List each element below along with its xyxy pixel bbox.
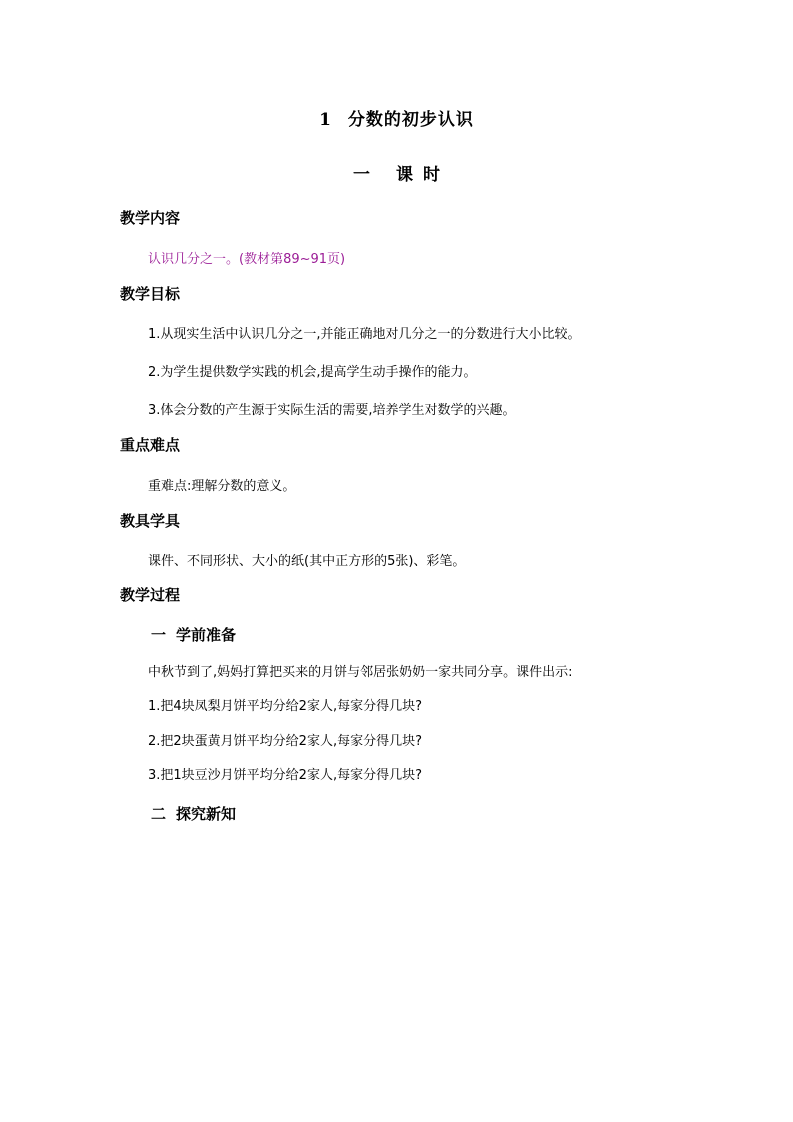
subtitle-part-3: 时 [423,165,440,185]
subtitle-part-2: 课 [396,165,413,185]
step2-mark: 二 [151,805,167,823]
step1-item: 1.把4块凤梨月饼平均分给2家人,每家分得几块? [148,699,422,714]
step1-heading [151,624,236,645]
heading-content: 教学内容 [120,209,181,227]
goal-item: 2.为学生提供数学实践的机会,提高学生动手操作的能力。 [148,365,477,380]
tools-text: 课件、不同形状、大小的纸(其中正方形的5张)、彩笔。 [148,554,466,569]
title-number: 1 [319,110,332,130]
page-title [0,105,793,130]
key-points-text: 重难点:理解分数的意义。 [148,479,296,494]
subtitle-part-1: 一 [353,165,370,185]
lesson-subtitle [0,160,793,185]
step2-heading [151,803,236,824]
heading-tools: 教具学具 [120,512,181,530]
content-text: 认识几分之一。(教材第89~91页) [148,252,346,267]
goal-item: 1.从现实生活中认识几分之一,并能正确地对几分之一的分数进行大小比较。 [148,327,581,342]
heading-goals: 教学目标 [120,285,181,303]
step1-title: 学前准备 [176,626,237,644]
goal-item: 3.体会分数的产生源于实际生活的需要,培养学生对数学的兴趣。 [148,403,516,418]
title-text: 分数的初步认识 [347,110,474,130]
step1-item: 3.把1块豆沙月饼平均分给2家人,每家分得几块? [148,768,422,783]
step1-intro: 中秋节到了,妈妈打算把买来的月饼与邻居张奶奶一家共同分享。课件出示: [148,665,573,680]
step1-mark: 一 [151,626,167,644]
heading-process: 教学过程 [120,586,181,604]
heading-key-points: 重点难点 [120,436,181,454]
step2-title: 探究新知 [176,805,237,823]
step1-item: 2.把2块蛋黄月饼平均分给2家人,每家分得几块? [148,734,422,749]
